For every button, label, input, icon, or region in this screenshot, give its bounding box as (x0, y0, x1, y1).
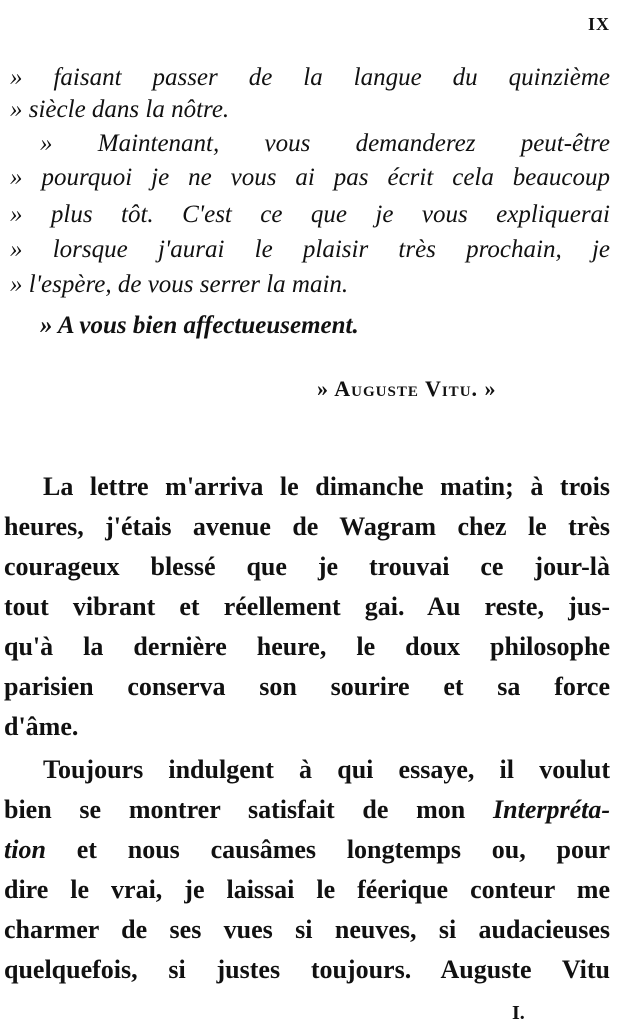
letter-closing: » A vous bien affectueusement. (40, 312, 359, 339)
text-line: quelquefois, si justes toujours. Auguste Vitu (4, 955, 610, 984)
text-line: qu'à la dernière heure, le doux philosophe (4, 632, 610, 661)
text-run: et nous causâmes longtemps ou, pour (76, 835, 610, 864)
text-line: La lettre m'arriva le dimanche matin; à trois (43, 472, 610, 501)
italic-title: Interpréta- (493, 795, 611, 824)
letter-line: » Maintenant, vous demanderez peut-être (40, 130, 610, 157)
signature-mark: I. (512, 1002, 525, 1024)
text-line: charmer de ses vues si neuves, si audacieuses (4, 915, 610, 944)
letter-line: » plus tôt. C'est ce que je vous expliquerai (10, 201, 610, 228)
text-line: parisien conserva son sourire et sa force (4, 672, 610, 701)
letter-line: » lorsque j'aurai le plaisir très prochain, je (10, 236, 610, 263)
text-line: Toujours indulgent à qui essaye, il voulut (43, 755, 610, 784)
text-run: bien se montrer satisfait de mon (4, 795, 466, 824)
text-line (4, 795, 610, 825)
text-line: d'âme. (4, 712, 79, 741)
text-line: courageux blessé que je trouvai ce jour-là (4, 552, 610, 581)
letter-signature: » Auguste Vitu. » (317, 376, 497, 401)
text-line: tout vibrant et réellement gai. Au reste, jus- (4, 592, 610, 621)
italic-title: tion (4, 835, 46, 864)
letter-line: » pourquoi je ne vous ai pas écrit cela beaucoup (10, 164, 610, 191)
text-line: dire le vrai, je laissai le féerique conteur me (4, 875, 610, 904)
letter-line: » l'espère, de vous serrer la main. (10, 271, 349, 298)
text-line: heures, j'étais avenue de Wagram chez le très (4, 512, 610, 541)
page-number: IX (587, 14, 610, 34)
letter-line: » faisant passer de la langue du quinzième (10, 64, 610, 91)
letter-line: » siècle dans la nôtre. (10, 96, 230, 123)
text-line (4, 835, 610, 865)
